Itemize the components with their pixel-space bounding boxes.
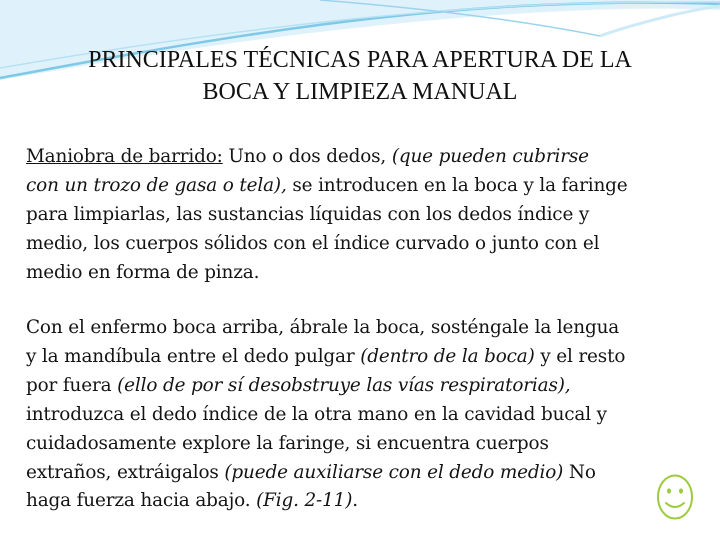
p2-l6-end: No	[563, 461, 596, 483]
p2-line-7	[26, 487, 698, 516]
p1-line-3: para limpiarlas, las sustancias líquidas con los dedos índice y	[26, 203, 590, 225]
p2-l3-italic: (ello de por sí desobstruye las vías respiratorias),	[117, 374, 571, 396]
p1-l2-text: se introducen en la boca y la faringe	[286, 174, 628, 196]
p1-line-2	[26, 172, 698, 201]
p2-l7-text: haga fuerza hacia abajo.	[26, 490, 257, 512]
p2-line-4: introduzca el dedo índice de la otra mano en la cavidad bucal y	[26, 403, 607, 425]
p2-l2-end: y el resto	[534, 345, 626, 367]
title-line-2: BOCA Y LIMPIEZA MANUAL	[202, 79, 518, 105]
p2-line-2	[26, 343, 698, 372]
p2-l3-text: por fuera	[26, 374, 118, 396]
p1-heading: Maniobra de barrido:	[26, 146, 223, 167]
p2-l2-italic: (dentro de la boca)	[360, 345, 535, 367]
p2-l7-end: .	[352, 490, 358, 512]
title-line-1: PRINCIPALES TÉCNICAS PARA APERTURA DE LA	[88, 47, 632, 73]
p2-l2-text: y la mandíbula entre el dedo pulgar	[26, 345, 361, 367]
p2-l7-italic: (Fig. 2-11)	[256, 490, 353, 512]
p2-l6-text: extraños, extráigalos	[26, 461, 225, 483]
swoosh-line-4	[600, 6, 720, 36]
p2-l6-italic: (puede auxiliarse con el dedo medio)	[224, 461, 564, 483]
p1-l2-italic: con un trozo de gasa o tela),	[26, 174, 287, 196]
paragraph-barrido	[26, 143, 698, 288]
p2-line-5: cuidadosamente explore la faringe, si encuentra cuerpos	[26, 432, 549, 454]
p1-line-4: medio, los cuerpos sólidos con el índice curvado o junto con el	[26, 232, 600, 254]
p2-line-6	[26, 459, 698, 488]
p1-line-1	[26, 143, 698, 172]
p2-line-3	[26, 372, 698, 401]
p2-line-1: Con el enfermo boca arriba, ábrale la boca, sosténgale la lengua	[26, 317, 620, 338]
p1-l1-text: Uno o dos dedos,	[222, 146, 392, 167]
smiley-face-icon	[656, 474, 694, 520]
p1-line-5: medio en forma de pinza.	[26, 261, 260, 283]
p1-l1-italic: (que pueden cubrirse	[391, 146, 589, 167]
slide-title	[0, 44, 720, 108]
paragraph-procedimiento	[26, 314, 698, 516]
